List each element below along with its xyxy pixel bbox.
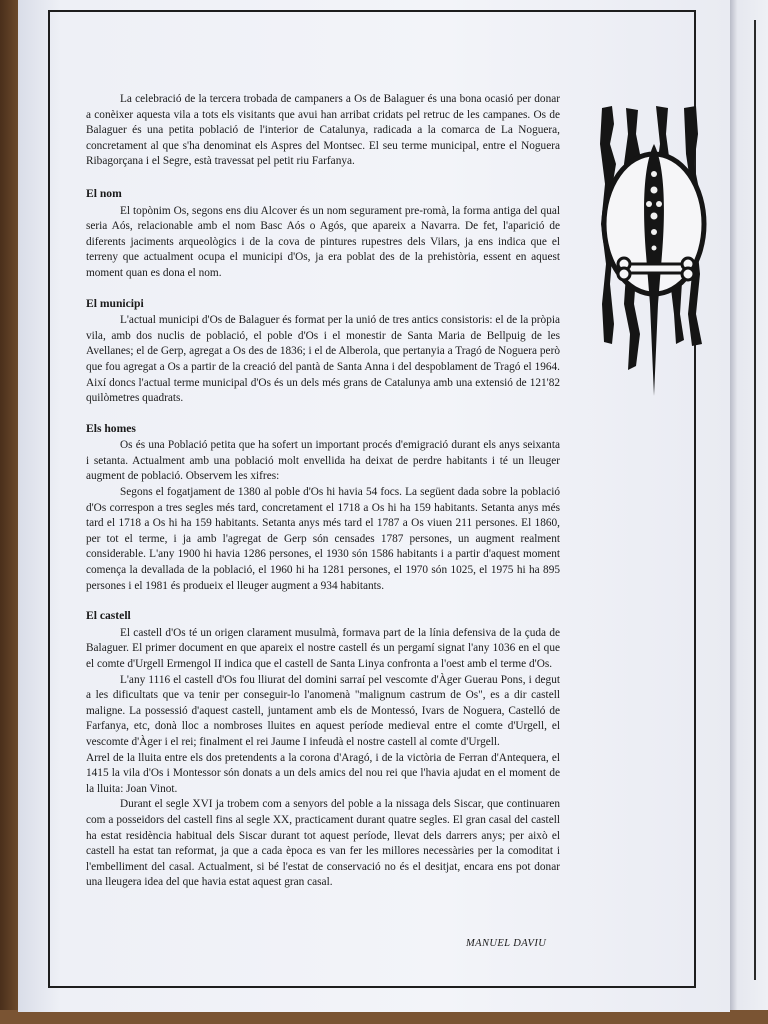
section-heading-nom: El nom	[86, 186, 122, 200]
adjacent-page	[730, 0, 768, 1010]
table-surface-bottom	[0, 1010, 768, 1024]
section-paragraph: L'any 1116 el castell d'Os fou lliurat del domini sarraí pel vescomte d'Àger Guerau Pons, i degut a les dificultats que va tenir per conseguir-lo l'anomenà "malignum castrum de Os", es a dir castell maligne. La possessió d'aquest castell, juntament amb els de Montessó, Ivars de Noguera, Castelló de Farfanya, etc, donà lloc a nombroses lluites en aquest període medieval entre el comte d'Urgell, el vescomte d'Àger i el rei; finalment el rei Jaume I infeudà el nostre castell al comte d'Urgell.	[86, 673, 560, 748]
section-paragraph: L'actual municipi d'Os de Balaguer és format per la unió de tres antics consistoris: el de la pròpia vila, amb dos nuclis de població, el poble d'Os i el monestir de Santa Maria de Bellpuig de les Avellanes; el de Gerp, agregat a Os des de 1836; i el de Alberola, que pertanyia a Tragó de Noguera però que fou agregat a Os a partir de la creació del pantà de Santa Anna i del despoblament de Tragó el 1964. Així doncs l'actual terme municipal d'Os és un dels més grans de Catalunya amb una extensió de 121'82 quilòmetres quadrats.	[86, 314, 560, 405]
section-heading-municipi: El municipi	[86, 296, 144, 310]
section-paragraph: Durant el segle XVI ja trobem com a senyors del poble a la nissaga dels Siscar, que continuaren com a posseidors del castell fins al segle XX, practicament durant quatre segles. El gran casal del castell ha estat residència habitual dels Siscar durant tot aquest període, llevat dels darrers anys; per això el castell ha estat tan reformat, ja que a cada època es van fer les millores necessàries per la comoditat i l'embelliment del casal. Actualment, si bé l'estat de conservació no és el desitjat, encara ens pot donar una lleugera idea del que havia estat aquest gran casal.	[86, 798, 560, 889]
section-paragraph: Segons el fogatjament de 1380 al poble d'Os hi havia 54 focs. La següent dada sobre la població d'Os correspon a tres segles més tard, concretament el 1718 a Os hi ha 159 habitants. Setanta anys més tard el 1718 a Os hi ha 159 habitants. Setanta anys més tard el 1787 a Os viuen 211 persones. El 1860, per tot el terme, i ja amb l'agregat de Gerp són censades 1787 persones, un augment realment considerable. L'any 1900 hi havia 1286 persones, el 1930 són 1586 habitants i a partir d'aquest moment comença la devallada de la població, el 1960 hi ha 1281 persones, el 1970 són 1025, el 1975 hi ha 895 persones i el 1981 és produeix el lleuger augment a 934 habitants.	[86, 486, 560, 592]
section-paragraph: Os és una Població petita que ha sofert un important procés d'emigració durant els anys seixanta i setanta. Actualment amb una població molt envellida ha deixat de perdre habitants i té un lleuger augment de població. Observem les xifres:	[86, 439, 560, 483]
document-body	[86, 92, 560, 891]
section-paragraph: El topònim Os, segons ens diu Alcover és un nom segurament pre-romà, la forma antiga del qual seria Aós, relacionable amb el nom Basc Aós o Agós, que apareix a Navarra. De fet, l'aparició de diferents jaciments arqueològics i de la cova de pintures rupestres dels Vilars, ja ens indica que el terreny que actualment ocupa el municipi d'Os, ja era poblat des de la prehistòria, essent en aquest moment quan es dona el nom.	[86, 204, 560, 279]
table-surface-left	[0, 0, 18, 1024]
author-signature: MANUEL DAVIU	[466, 938, 547, 949]
document-page	[18, 0, 730, 1012]
coat-of-arms-sword-icon	[596, 104, 712, 400]
section-paragraph: El castell d'Os té un origen clarament musulmà, formava part de la línia defensiva de la çuda de Balaguer. El primer document en que apareix el nostre castell és un pergamí signat l'any 1036 en el que el comte d'Urgell Ermengol II indica que el castell de Santa Linya confronta a l'oest amb el terme d'Os.	[86, 626, 560, 670]
adjacent-page-border	[754, 20, 756, 980]
section-heading-castell: El castell	[86, 609, 131, 623]
section-heading-homes: Els homes	[86, 421, 136, 435]
intro-paragraph: La celebració de la tercera trobada de campaners a Os de Balaguer és una bona ocasió per donar a conèixer aquesta vila a tots els visitants que avui han arribat cridats pel retruc de les campanes. Os de Balaguer és una petita població de l'interior de Catalunya, radicada a la comarca de La Noguera, concretament al que s'ha denominat els Aspres del Montsec. El seu terme municipal, entre el Noguera Ribagorçana i el Segre, està travessat pel petit riu Farfanya.	[86, 93, 560, 168]
section-paragraph: Arrel de la lluita entre els dos pretendents a la corona d'Aragó, i de la victòria de Ferran d'Antequera, el 1415 la vila d'Os i Montessor són donats a un dels amics del nou rei que l'havia ajudat en el moment de la lluita: Joan Vinot.	[86, 751, 560, 795]
